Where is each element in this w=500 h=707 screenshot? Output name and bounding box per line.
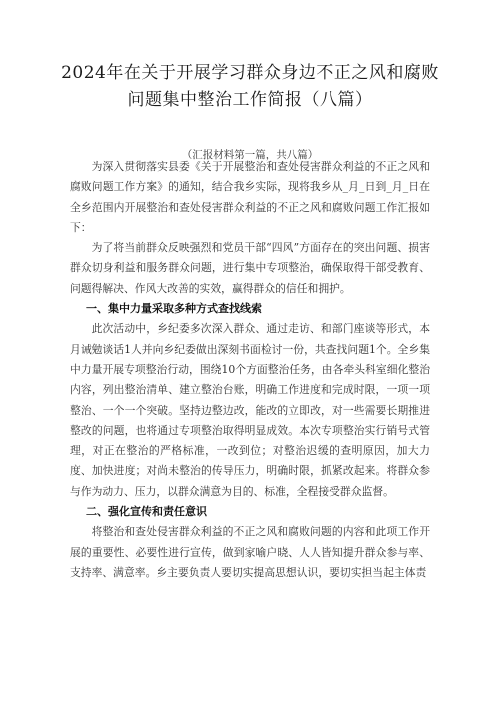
- section-paragraph-2: 将整治和查处侵害群众利益的不正之风和腐败问题的内容和此项工作开展的重要性、必要性进行宣传，做到家喻户晓、人人皆知提升群众参与率、支持率、满意率。乡主要负责人要切实提高思想认识，要切实担当起主体责: [70, 525, 430, 579]
- document-title: 2024年在关于开展学习群众身边不正之风和腐败问题集中整治工作简报（八篇）: [61, 63, 439, 110]
- document-subtitle: （汇报材料第一篇，共八篇）: [181, 149, 319, 161]
- section-heading-2: 二、强化宣传和责任意识: [86, 505, 207, 519]
- intro-paragraph: 为深入贯彻落实县委《关于开展整治和查处侵害群众利益的不正之风和腐败问题工作方案》的通知，结合我乡实际，现将我乡从_月_日到_月_日在全乡范围内开展整治和查处侵害群众利益的不正之风和腐败问题工作汇报如下：: [70, 160, 430, 234]
- purpose-paragraph: 为了将当前群众反映强烈和党员干部“四风”方面存在的突出问题、损害群众切身利益和服务群众问题，进行集中专项整治，确保取得干部受教育、问题得解决、作风大改善的实效，赢得群众的信任和拥护。: [70, 241, 430, 295]
- document-body: [70, 157, 430, 583]
- section-paragraph-1: 此次活动中，乡纪委多次深入群众、通过走访、和部门座谈等形式，本月诫勉谈话1人并向乡纪委做出深刻书面检讨一份，共查找问题1个。全乡集中力量开展专项整治行动，围绕10个方面整治任务，由各牵头科室细化整治内容，列出整治清单、建立整治台账，明确工作进度和完成时限，一项一项整治、一个一个突破。坚持边整边改，能改的立即改，对一些需要长期推进整改的问题，也将通过专项整治取得明显成效。本次专项整治实行销号式管理，对正在整治的严格标准，一改到位；对整治迟缓的查明原因，加大力度、加快进度；对尚未整治的传导压力，明确时限，抓紧改起来。将群众参与作为动力、压力，以群众满意为目的、标准，全程接受群众监督。: [70, 322, 430, 498]
- section-heading-1: 一、集中力量采取多种方式查找线索: [86, 302, 262, 316]
